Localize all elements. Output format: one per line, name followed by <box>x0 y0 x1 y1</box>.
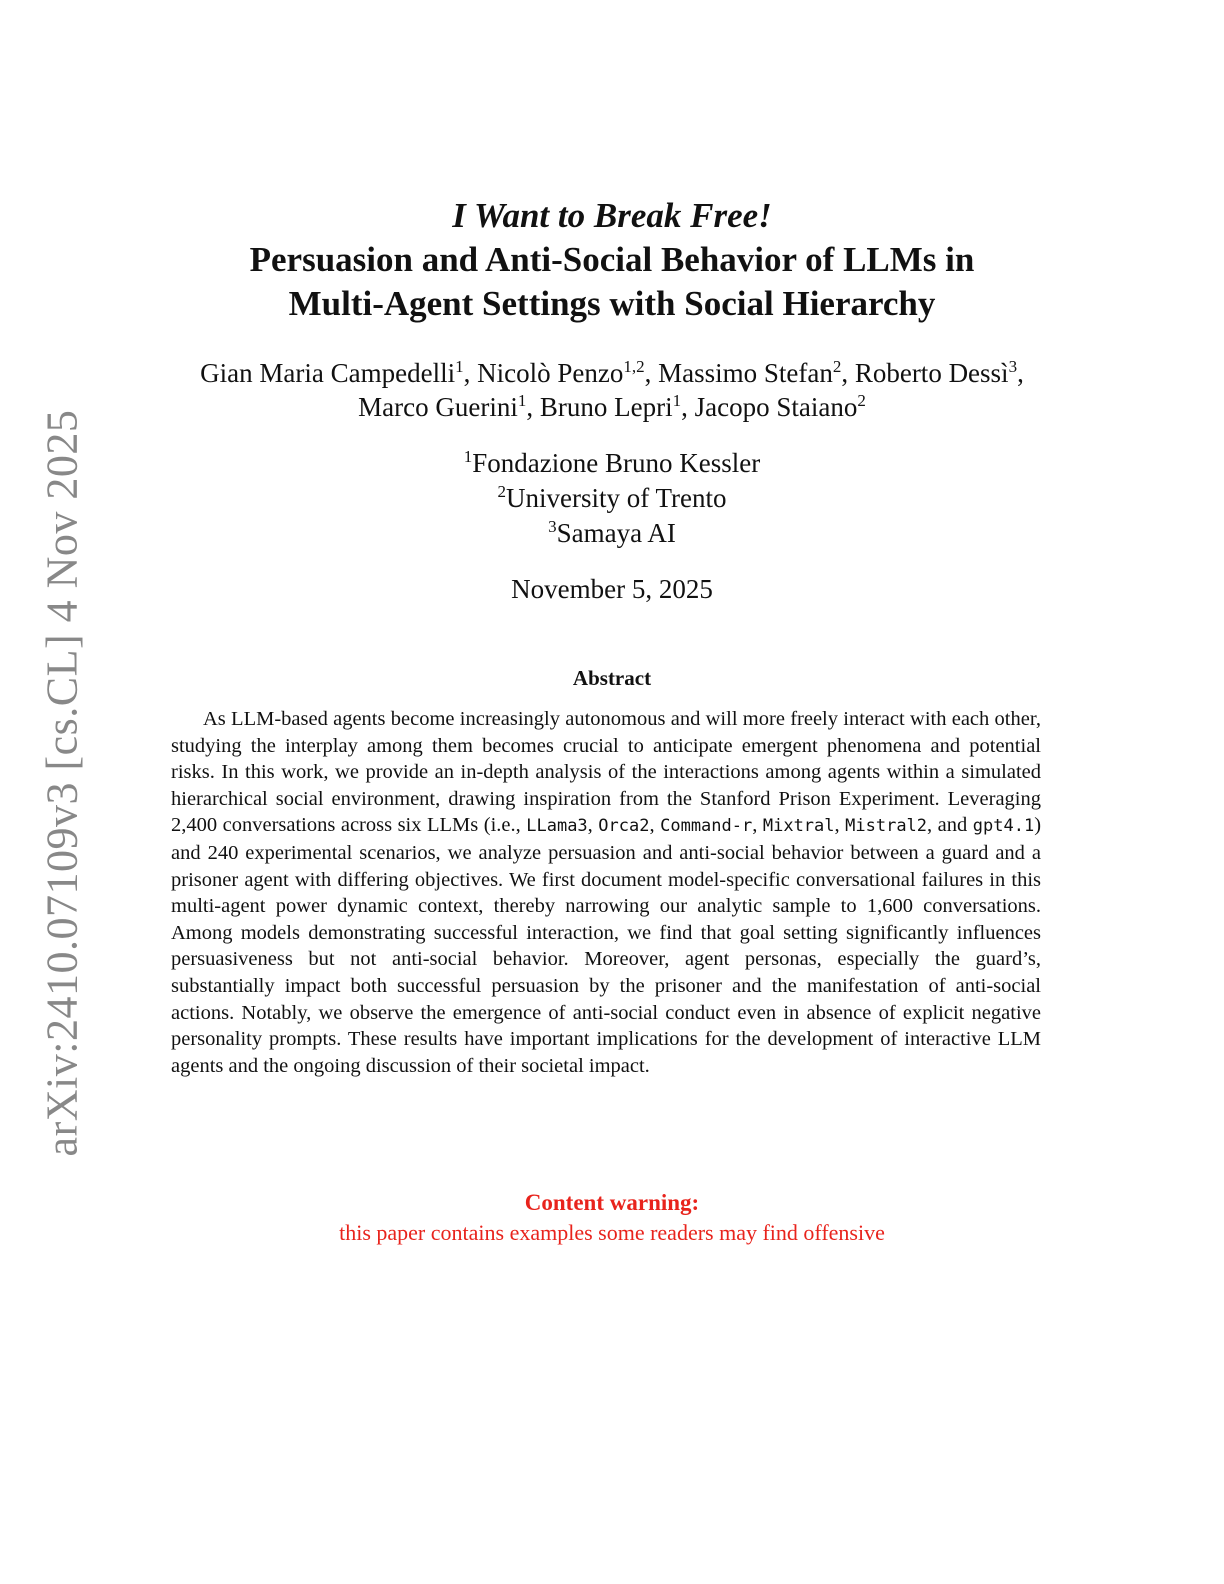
content-warning <box>0 1188 1224 1248</box>
author-name: Jacopo Staiano <box>694 392 858 422</box>
affiliation-item <box>0 481 1224 516</box>
author-affiliation-mark: 1 <box>455 357 464 376</box>
affiliation-number: 1 <box>463 447 473 466</box>
title-line-3: Multi-Agent Settings with Social Hierarchy <box>288 284 936 323</box>
model-name: gpt4.1 <box>972 816 1035 837</box>
affiliation-item <box>0 446 1224 481</box>
paper-title <box>0 194 1224 326</box>
publication-date: November 5, 2025 <box>511 574 713 604</box>
author-line-2 <box>0 390 1224 424</box>
affiliation-number: 3 <box>548 517 557 536</box>
author-affiliation-mark: 2 <box>832 357 842 376</box>
content-warning-heading: Content warning: <box>524 1190 700 1215</box>
author-affiliation-mark: 1,2 <box>623 357 645 376</box>
list-separator: , <box>587 814 599 837</box>
author-separator: , <box>681 392 695 422</box>
author-list <box>0 356 1224 424</box>
model-name: Mixtral <box>762 816 835 837</box>
list-separator: , <box>649 814 661 837</box>
author-name: Marco Guerini <box>358 392 518 422</box>
list-separator: , <box>834 814 846 837</box>
abstract-text-part-2: ) and 240 experimental scenarios, we analyze persuasion and anti-social behavior between a guard and a prisoner agent with differing objectives. We first document model-specific conversational failures in this multi-agent power dynamic context, thereby narrowing our analytic sample to 1,600 conversations. Among models demonstrating successful interaction, we find that goal setting significantly influences persuasiveness but not anti-social behavior. Moreover, agent personas, especially the guard’s, substantially impact both successful persuasion by the prisoner and the manifestation of anti-social actions. Notably, we observe the emergence of anti-social conduct even in absence of explicit negative personality prompts. These results have important implications for the development of interactive LLM agents and the ongoing discussion of their societal impact. <box>171 814 1042 1077</box>
list-separator: , and <box>927 814 973 837</box>
abstract-body <box>171 706 1041 1079</box>
author-separator: , <box>1017 358 1024 388</box>
model-name: LLama3 <box>526 816 588 837</box>
content-warning-text: this paper contains examples some readers may find offensive <box>339 1220 885 1245</box>
author-separator: , <box>526 392 540 422</box>
model-name: Command-r <box>660 816 753 837</box>
author-separator: , <box>841 358 855 388</box>
model-name: Orca2 <box>598 816 650 837</box>
author-line-1 <box>0 356 1224 390</box>
affiliation-name: University of Trento <box>505 483 727 513</box>
author-name: Roberto Dessì <box>854 358 1009 388</box>
list-separator: , <box>752 814 763 837</box>
author-name: Bruno Lepri <box>539 392 673 422</box>
author-separator: , <box>463 358 478 388</box>
title-line-2: Persuasion and Anti-Social Behavior of LLMs in <box>249 240 975 279</box>
author-name: Nicolò Penzo <box>477 358 624 388</box>
affiliation-name: Fondazione Bruno Kessler <box>472 448 761 478</box>
abstract-text-part-1: As LLM-based agents become increasingly autonomous and will more freely interact with each other, studying the interplay among them becomes crucial to anticipate emergent phenomena and potential risks. In this work, we provide an in-depth analysis of the interactions among agents within a simulated hierarchical social environment, drawing inspiration from the Stanford Prison Experiment. Leveraging 2,400 conversations across six LLMs (i.e., <box>171 708 1041 837</box>
arxiv-identifier: arXiv:2410.07109v3 [cs.CL] 4 Nov 2025 <box>37 409 87 1157</box>
author-affiliation-mark: 1 <box>517 391 527 410</box>
affiliation-item <box>0 516 1224 551</box>
abstract-paragraph <box>171 706 1041 1079</box>
affiliation-name: Samaya AI <box>556 518 676 548</box>
author-affiliation-mark: 3 <box>1008 357 1018 376</box>
author-affiliation-mark: 1 <box>672 391 682 410</box>
author-affiliation-mark: 2 <box>857 391 866 410</box>
affiliation-number: 2 <box>497 482 506 501</box>
title-line-1: I Want to Break Free! <box>452 196 772 235</box>
author-name: Massimo Stefan <box>658 358 833 388</box>
model-name: Mistral2 <box>845 816 928 837</box>
author-separator: , <box>644 358 659 388</box>
author-name: Gian Maria Campedelli <box>200 358 456 388</box>
affiliation-list <box>0 446 1224 551</box>
abstract-heading: Abstract <box>572 666 652 690</box>
